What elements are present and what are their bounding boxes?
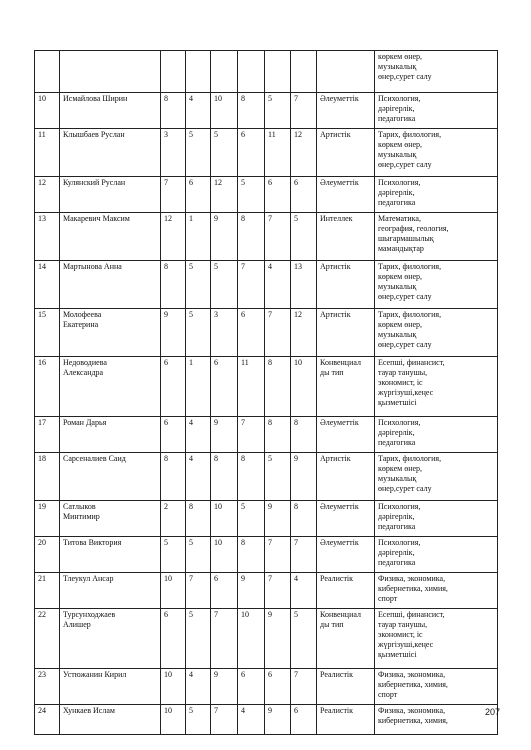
score-cell: 12 bbox=[161, 213, 186, 261]
student-name: Устюжанин Кирил bbox=[60, 669, 161, 705]
score-cell: 5 bbox=[291, 213, 317, 261]
score-cell: 10 bbox=[211, 537, 238, 573]
student-name: Макаревич Максим bbox=[60, 213, 161, 261]
score-cell: 5 bbox=[238, 177, 265, 213]
table-row bbox=[35, 501, 498, 537]
professions-cell: Тарих, филология, көркем өнер, музыкалық өнер,сурет салу bbox=[375, 129, 498, 177]
score-cell: 6 bbox=[291, 177, 317, 213]
score-cell: 8 bbox=[186, 501, 211, 537]
score-cell bbox=[265, 51, 291, 93]
score-cell: 5 bbox=[186, 261, 211, 309]
student-name: Кулянский Руслан bbox=[60, 177, 161, 213]
score-cell: 6 bbox=[238, 129, 265, 177]
score-cell: 8 bbox=[161, 453, 186, 501]
personality-type: Артистік bbox=[317, 129, 375, 177]
score-cell: 5 bbox=[186, 309, 211, 357]
score-cell: 6 bbox=[238, 669, 265, 705]
score-cell: 4 bbox=[265, 261, 291, 309]
score-cell: 10 bbox=[161, 573, 186, 609]
score-cell: 6 bbox=[291, 705, 317, 735]
score-cell bbox=[211, 51, 238, 93]
score-cell: 8 bbox=[238, 93, 265, 129]
table-row bbox=[35, 129, 498, 177]
score-cell: 6 bbox=[186, 177, 211, 213]
score-cell: 8 bbox=[291, 501, 317, 537]
score-cell: 11 bbox=[265, 129, 291, 177]
student-name: Турсунходжаев Алишер bbox=[60, 609, 161, 669]
professions-cell: Психология, дәрігерлік, педагогика bbox=[375, 501, 498, 537]
table-row bbox=[35, 453, 498, 501]
score-cell: 8 bbox=[211, 453, 238, 501]
professions-cell: Физика, экономика, кибернетика, химия, спорт bbox=[375, 573, 498, 609]
professions-cell: Тарих, филология, көркем өнер, музыкалық өнер,сурет салу bbox=[375, 453, 498, 501]
score-cell: 3 bbox=[161, 129, 186, 177]
table-row bbox=[35, 609, 498, 669]
row-number bbox=[35, 51, 60, 93]
score-cell: 4 bbox=[238, 705, 265, 735]
score-cell: 5 bbox=[186, 129, 211, 177]
score-cell: 7 bbox=[211, 705, 238, 735]
score-cell: 7 bbox=[238, 417, 265, 453]
personality-type: Интеллек bbox=[317, 213, 375, 261]
row-number: 19 bbox=[35, 501, 60, 537]
row-number: 10 bbox=[35, 93, 60, 129]
score-cell: 5 bbox=[161, 537, 186, 573]
score-cell: 7 bbox=[291, 93, 317, 129]
row-number: 17 bbox=[35, 417, 60, 453]
score-cell: 10 bbox=[211, 93, 238, 129]
professions-cell: Математика, география, геология, шығармашылық мамандықтар bbox=[375, 213, 498, 261]
score-cell: 6 bbox=[211, 573, 238, 609]
score-cell: 6 bbox=[238, 309, 265, 357]
score-cell: 8 bbox=[161, 261, 186, 309]
score-cell: 12 bbox=[291, 129, 317, 177]
score-cell: 5 bbox=[265, 453, 291, 501]
table-row bbox=[35, 705, 498, 735]
score-cell: 7 bbox=[265, 213, 291, 261]
score-cell: 7 bbox=[211, 609, 238, 669]
score-cell: 10 bbox=[211, 501, 238, 537]
table-row bbox=[35, 309, 498, 357]
score-cell: 8 bbox=[265, 417, 291, 453]
score-cell: 8 bbox=[238, 537, 265, 573]
student-name: Хункаев Ислам bbox=[60, 705, 161, 735]
score-cell: 5 bbox=[186, 537, 211, 573]
professions-cell: Есепші, финансист, тауар танушы, экономист, іс жүргізуші,кеңес қызметшісі bbox=[375, 609, 498, 669]
table-row bbox=[35, 537, 498, 573]
student-name: Недоводиева Александра bbox=[60, 357, 161, 417]
row-number: 13 bbox=[35, 213, 60, 261]
score-cell: 6 bbox=[161, 357, 186, 417]
score-cell: 12 bbox=[211, 177, 238, 213]
table-row bbox=[35, 357, 498, 417]
score-cell: 10 bbox=[238, 609, 265, 669]
score-cell: 5 bbox=[238, 501, 265, 537]
student-name: Титова Виктория bbox=[60, 537, 161, 573]
row-number: 14 bbox=[35, 261, 60, 309]
score-cell: 9 bbox=[291, 453, 317, 501]
personality-type: Әлеуметтік bbox=[317, 417, 375, 453]
score-cell: 9 bbox=[211, 213, 238, 261]
table-row bbox=[35, 51, 498, 93]
table-row bbox=[35, 573, 498, 609]
score-cell: 7 bbox=[265, 309, 291, 357]
table-row bbox=[35, 177, 498, 213]
personality-type: Реалистік bbox=[317, 705, 375, 735]
personality-type: Артистік bbox=[317, 261, 375, 309]
professions-cell: Физика, экономика, кибернетика, химия, спорт bbox=[375, 669, 498, 705]
student-name: Сарсеналиев Саид bbox=[60, 453, 161, 501]
score-cell: 5 bbox=[186, 705, 211, 735]
table-row bbox=[35, 261, 498, 309]
table-row bbox=[35, 417, 498, 453]
student-name bbox=[60, 51, 161, 93]
score-cell: 5 bbox=[265, 93, 291, 129]
score-cell: 1 bbox=[186, 213, 211, 261]
score-cell: 7 bbox=[186, 573, 211, 609]
score-cell: 9 bbox=[238, 573, 265, 609]
score-cell: 6 bbox=[161, 417, 186, 453]
professions-cell: Тарих, филология, көркем өнер, музыкалық өнер,сурет салу bbox=[375, 309, 498, 357]
score-cell: 5 bbox=[291, 609, 317, 669]
score-cell: 3 bbox=[211, 309, 238, 357]
personality-type: Әлеуметтік bbox=[317, 93, 375, 129]
score-cell: 9 bbox=[211, 417, 238, 453]
score-cell: 6 bbox=[161, 609, 186, 669]
row-number: 16 bbox=[35, 357, 60, 417]
personality-type: Реалистік bbox=[317, 573, 375, 609]
row-number: 22 bbox=[35, 609, 60, 669]
row-number: 15 bbox=[35, 309, 60, 357]
score-cell: 6 bbox=[211, 357, 238, 417]
score-cell: 8 bbox=[265, 357, 291, 417]
score-cell: 7 bbox=[238, 261, 265, 309]
score-cell: 9 bbox=[265, 705, 291, 735]
personality-type: Конвенциал ды тип bbox=[317, 357, 375, 417]
student-name: Клышбаев Руслан bbox=[60, 129, 161, 177]
score-cell: 1 bbox=[186, 357, 211, 417]
score-cell: 11 bbox=[238, 357, 265, 417]
professions-cell: Психология, дәрігерлік, педагогика bbox=[375, 417, 498, 453]
student-name: Мартынова Анна bbox=[60, 261, 161, 309]
professions-cell: көркем өнер, музыкалық өнер,сурет салу bbox=[375, 51, 498, 93]
score-cell: 6 bbox=[265, 669, 291, 705]
professions-cell: Физика, экономика, кибернетика, химия, bbox=[375, 705, 498, 735]
score-cell: 8 bbox=[238, 453, 265, 501]
score-cell: 7 bbox=[291, 537, 317, 573]
score-cell: 4 bbox=[186, 453, 211, 501]
score-cell: 10 bbox=[161, 669, 186, 705]
student-name: Сатлыков Минтимир bbox=[60, 501, 161, 537]
row-number: 23 bbox=[35, 669, 60, 705]
row-number: 20 bbox=[35, 537, 60, 573]
professions-cell: Психология, дәрігерлік, педагогика bbox=[375, 93, 498, 129]
score-cell: 8 bbox=[161, 93, 186, 129]
score-cell bbox=[161, 51, 186, 93]
score-cell bbox=[186, 51, 211, 93]
student-name: Исмайлова Ширин bbox=[60, 93, 161, 129]
score-cell: 7 bbox=[265, 573, 291, 609]
personality-type bbox=[317, 51, 375, 93]
professions-cell: Психология, дәрігерлік, педагогика bbox=[375, 177, 498, 213]
score-cell: 8 bbox=[238, 213, 265, 261]
score-cell: 13 bbox=[291, 261, 317, 309]
row-number: 21 bbox=[35, 573, 60, 609]
student-name: Роман Дарья bbox=[60, 417, 161, 453]
score-cell: 5 bbox=[186, 609, 211, 669]
row-number: 11 bbox=[35, 129, 60, 177]
professions-cell: Есепші, финансист, тауар танушы, экономист, іс жүргізуші,кеңес қызметшісі bbox=[375, 357, 498, 417]
score-cell: 9 bbox=[211, 669, 238, 705]
score-cell: 7 bbox=[291, 669, 317, 705]
score-cell: 4 bbox=[186, 93, 211, 129]
score-cell: 7 bbox=[265, 537, 291, 573]
personality-type: Әлеуметтік bbox=[317, 501, 375, 537]
score-cell bbox=[291, 51, 317, 93]
score-cell: 10 bbox=[291, 357, 317, 417]
score-cell: 5 bbox=[211, 129, 238, 177]
student-name: Тлеукул Ансар bbox=[60, 573, 161, 609]
score-cell: 4 bbox=[186, 669, 211, 705]
row-number: 12 bbox=[35, 177, 60, 213]
score-cell: 7 bbox=[161, 177, 186, 213]
score-cell: 9 bbox=[265, 501, 291, 537]
score-cell: 4 bbox=[186, 417, 211, 453]
table-row bbox=[35, 213, 498, 261]
professions-cell: Психология, дәрігерлік, педагогика bbox=[375, 537, 498, 573]
student-name: Молофеева Екатерина bbox=[60, 309, 161, 357]
score-cell: 9 bbox=[265, 609, 291, 669]
score-cell bbox=[238, 51, 265, 93]
personality-type: Артистік bbox=[317, 453, 375, 501]
page-number: 207 bbox=[484, 707, 500, 717]
row-number: 24 bbox=[35, 705, 60, 735]
score-cell: 9 bbox=[161, 309, 186, 357]
table-row bbox=[35, 669, 498, 705]
personality-type: Әлеуметтік bbox=[317, 537, 375, 573]
score-cell: 10 bbox=[161, 705, 186, 735]
score-cell: 6 bbox=[265, 177, 291, 213]
score-cell: 12 bbox=[291, 309, 317, 357]
score-cell: 4 bbox=[291, 573, 317, 609]
professions-cell: Тарих, филология, көркем өнер, музыкалық өнер,сурет салу bbox=[375, 261, 498, 309]
personality-type: Реалистік bbox=[317, 669, 375, 705]
row-number: 18 bbox=[35, 453, 60, 501]
personality-type: Әлеуметтік bbox=[317, 177, 375, 213]
table-row bbox=[35, 93, 498, 129]
personality-type: Конвенциал ды тип bbox=[317, 609, 375, 669]
score-cell: 2 bbox=[161, 501, 186, 537]
score-cell: 5 bbox=[211, 261, 238, 309]
personality-type: Артистік bbox=[317, 309, 375, 357]
results-table bbox=[34, 50, 498, 735]
score-cell: 8 bbox=[291, 417, 317, 453]
